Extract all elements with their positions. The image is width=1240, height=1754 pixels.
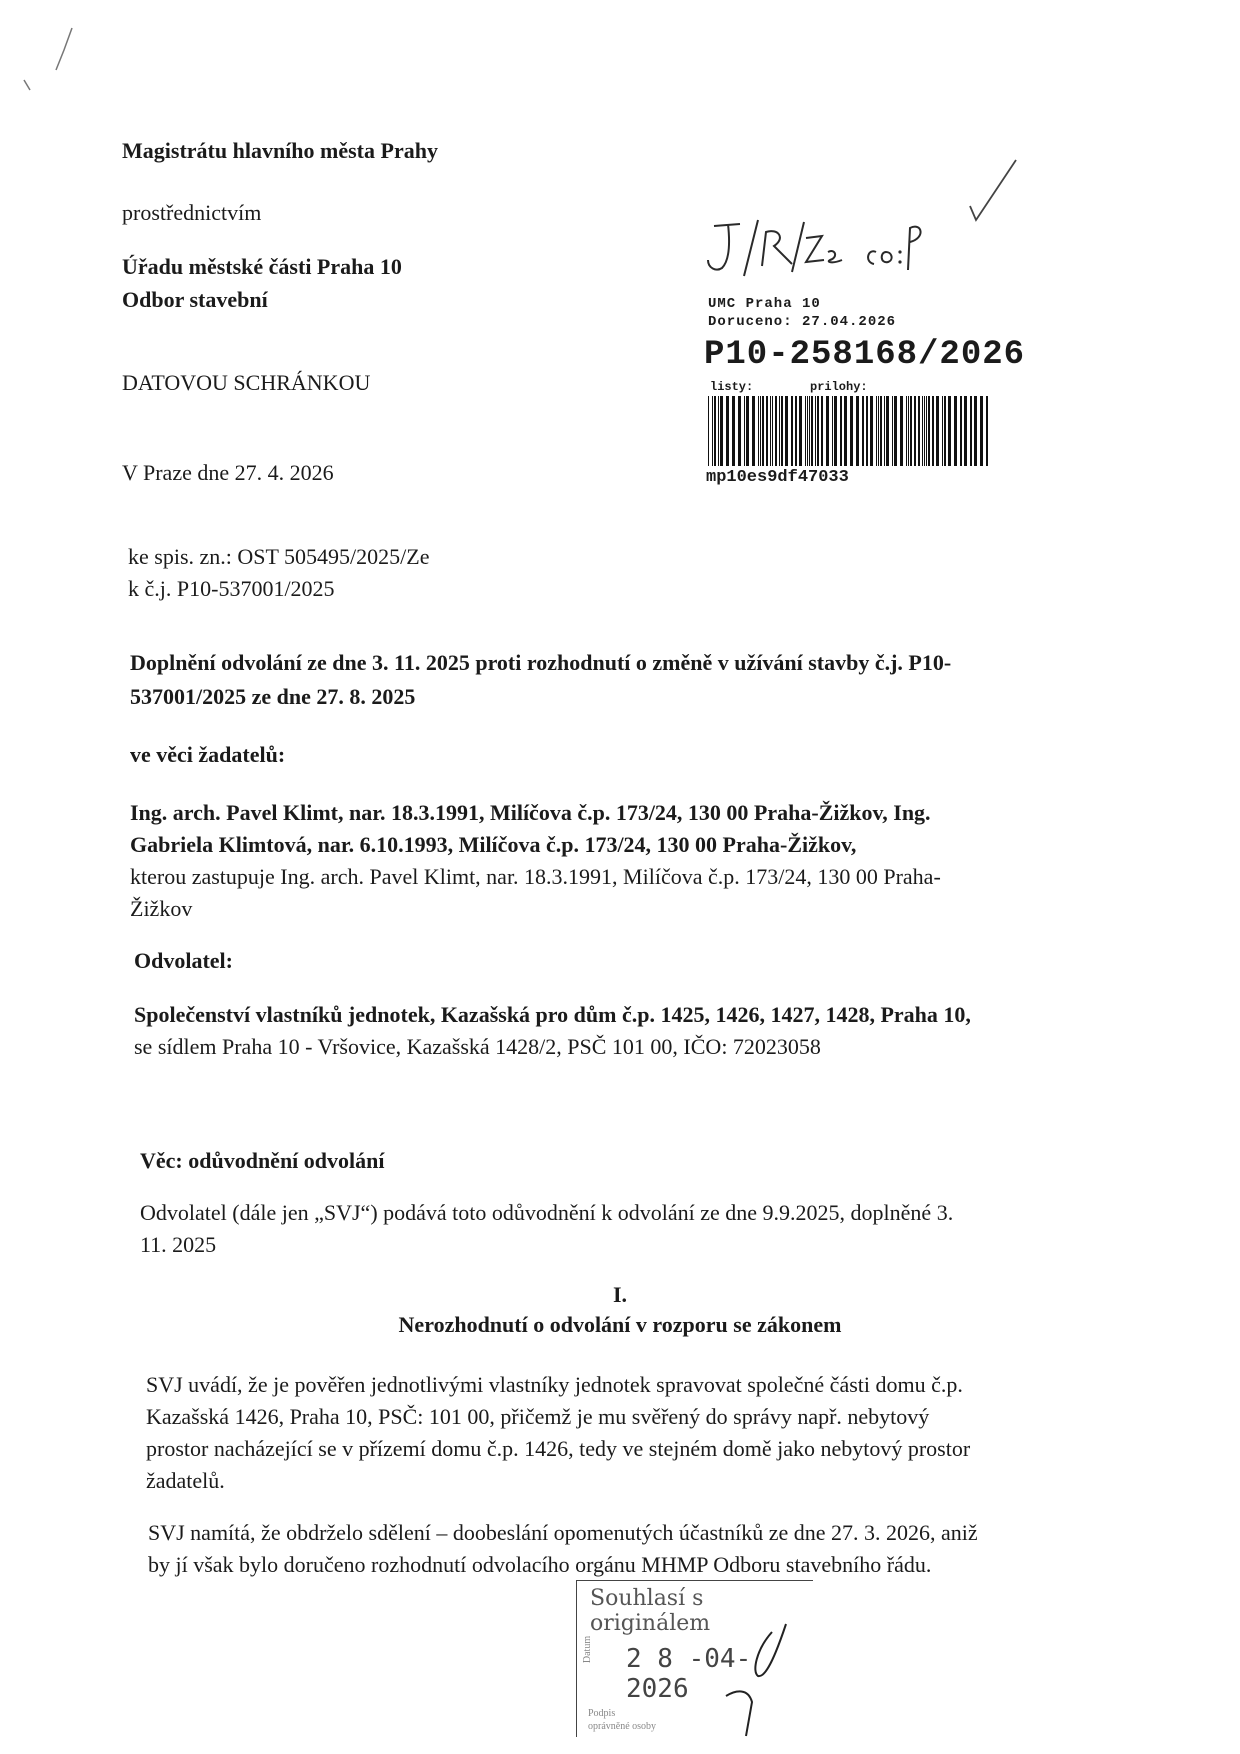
barcode-bar [922,396,923,466]
barcode-bar [908,396,909,466]
intro-line-2: 11. 2025 [140,1232,217,1257]
barcode-bar [944,396,946,466]
barcode-bar [775,396,777,466]
barcode-bar [817,396,819,466]
barcode-bar [906,396,907,466]
barcode-bar [826,396,829,466]
barcode-bar [791,396,793,466]
barcode-bar [799,396,802,466]
barcode-bar [732,396,735,466]
barcode-bar [720,396,723,466]
conformity-text: Souhlasí s originálem [590,1586,711,1636]
barcode-bar [980,396,983,466]
check-mark-icon [966,156,1026,226]
conformity-date-label: Datum [582,1635,594,1664]
barcode-bar [712,396,713,466]
barcode-bar [781,396,783,466]
barcode-bar [718,396,719,466]
applicants-line-4: Žižkov [130,896,193,921]
barcode-bar [850,396,853,466]
barcode-bar [760,396,761,466]
subject-line-2: 537001/2025 ze dne 27. 8. 2025 [130,684,416,709]
barcode-bar [948,396,951,466]
barcode-bar [910,396,912,466]
stamp-office: UMC Praha 10 [708,296,821,312]
department-line: Odbor stavební [122,287,268,312]
barcode-bar [892,396,893,466]
barcode-bar [815,396,816,466]
barcode-bar [834,396,837,466]
barcode-bar [986,396,988,466]
barcode-bar [844,396,847,466]
barcode-bar [785,396,788,466]
barcode-bar [738,396,741,466]
barcode-bar [772,396,773,466]
barcode-bar [762,396,764,466]
conformity-signature-label-2: oprávněné osoby [588,1721,657,1732]
applicants-heading: ve věci žadatelů: [130,742,286,767]
barcode-bar [752,396,755,466]
paragraph1-line-4: žadatelů. [146,1468,225,1493]
barcode-bar [876,396,877,466]
barcode-bar [900,396,903,466]
barcode-bar [936,396,939,466]
barcode-bar [870,396,873,466]
barcode-bar [805,396,806,466]
appellant-line-1: Společenství vlastníků jednotek, Kazašská pro dům č.p. 1425, 1426, 1427, 1428, Praha 10, [134,1002,971,1027]
stamp-code: mp10es9df47033 [706,468,849,487]
section-title: Nerozhodnutí o odvolání v rozporu se zákonem [398,1312,842,1337]
barcode-bar [714,396,716,466]
barcode-bar [770,396,771,466]
signature-mark [576,1580,816,1744]
paragraph2-line-1: SVJ namítá, že obdrželo sdělení – doobeslání opomenutých účastníků ze dne 27. 3. 2026, aniž [148,1520,978,1545]
barcode [708,396,990,466]
paragraph1-line-2: Kazašská 1426, Praha 10, PSČ: 101 00, přičemž je mu svěřený do správy např. nebytový [146,1404,930,1429]
paragraph1-line-3: prostor nacházející se v přízemí domu č.p. 1426, tedy ve stejném domě jako nebytový prostor [146,1436,971,1461]
stamp-attachments-label: prilohy: [810,380,868,394]
barcode-bar [974,396,977,466]
barcode-bar [758,396,759,466]
barcode-bar [811,396,813,466]
barcode-bar [726,396,729,466]
barcode-bar [746,396,749,466]
barcode-bar [960,396,962,466]
stamp-registry-number: P10-258168/2026 [704,336,1026,374]
matter-heading: Věc: odůvodnění odvolání [140,1148,385,1173]
barcode-bar [928,396,930,466]
subject-line-1: Doplnění odvolání ze dne 3. 11. 2025 proti rozhodnutí o změně v užívání stavby č.j. P10- [130,650,952,675]
conformity-stamp [576,1580,816,1744]
barcode-bar [856,396,859,466]
barcode-bar [832,396,833,466]
office-line: Úřadu městské části Praha 10 [122,254,402,279]
intro-line-1: Odvolatel (dále jen „SVJ“) podává toto odůvodnění k odvolání ze dne 9.9.2025, doplněné 3. [140,1200,954,1225]
via-line: prostřednictvím [122,200,262,225]
barcode-bar [779,396,780,466]
barcode-bar [795,396,797,466]
barcode-bar [932,396,934,466]
barcode-bar [866,396,868,466]
paragraph1-line-1: SVJ uvádí, že je pověřen jednotlivými vlastníky jednotek spravovat společné části domu č.p. [146,1372,963,1397]
barcode-bar [924,396,925,466]
barcode-bar [914,396,916,466]
applicants-line-3: kterou zastupuje Ing. arch. Pavel Klimt, nar. 18.3.1991, Milíčova č.p. 173/24, 130 00 Praha- [130,864,941,889]
section-number: I. [612,1282,628,1307]
stamp-sheets-label: listy: [710,380,754,394]
barcode-bar [821,396,823,466]
applicants-line-1: Ing. arch. Pavel Klimt, nar. 18.3.1991, Milíčova č.p. 173/24, 130 00 Praha-Žižkov, Ing. [130,800,931,825]
barcode-bar [862,396,864,466]
paragraph2-line-2: by jí však bylo doručeno rozhodnutí odvolacího orgánu MHMP Odboru stavebního řádu. [148,1552,932,1577]
file-reference: ke spis. zn.: OST 505495/2025/Ze [128,544,430,569]
barcode-bar [766,396,768,466]
registry-stamp [700,212,1030,492]
conformity-signature-label: Podpis [588,1708,616,1719]
barcode-bar [744,396,745,466]
applicants-line-2: Gabriela Klimtová, nar. 6.10.1993, Milíčova č.p. 173/24, 130 00 Praha-Žižkov, [130,832,857,857]
barcode-bar [878,396,879,466]
corner-scribble [20,20,80,100]
barcode-bar [970,396,972,466]
recipient-line: Magistrátu hlavního města Prahy [122,138,438,163]
place-date: V Praze dne 27. 4. 2026 [122,460,334,485]
barcode-bar [954,396,957,466]
appellant-line-2: se sídlem Praha 10 - Vršovice, Kazašská 1428/2, PSČ 101 00, IČO: 72023058 [134,1034,821,1059]
barcode-bar [809,396,810,466]
barcode-bar [840,396,842,466]
barcode-bar [926,396,927,466]
barcode-bar [880,396,882,466]
barcode-bar [964,396,967,466]
barcode-bar [884,396,885,466]
barcode-bar [894,396,897,466]
conformity-date: 2 8 -04- 2026 [626,1644,752,1704]
appellant-heading: Odvolatel: [134,948,233,973]
barcode-bar [807,396,808,466]
barcode-bar [886,396,889,466]
barcode-bar [942,396,943,466]
barcode-bar [918,396,920,466]
delivery-method: DATOVOU SCHRÁNKOU [122,370,371,395]
barcode-bar [708,396,709,466]
stamp-delivered-date: Doruceno: 27.04.2026 [708,314,897,330]
case-reference: k č.j. P10-537001/2025 [128,576,335,601]
